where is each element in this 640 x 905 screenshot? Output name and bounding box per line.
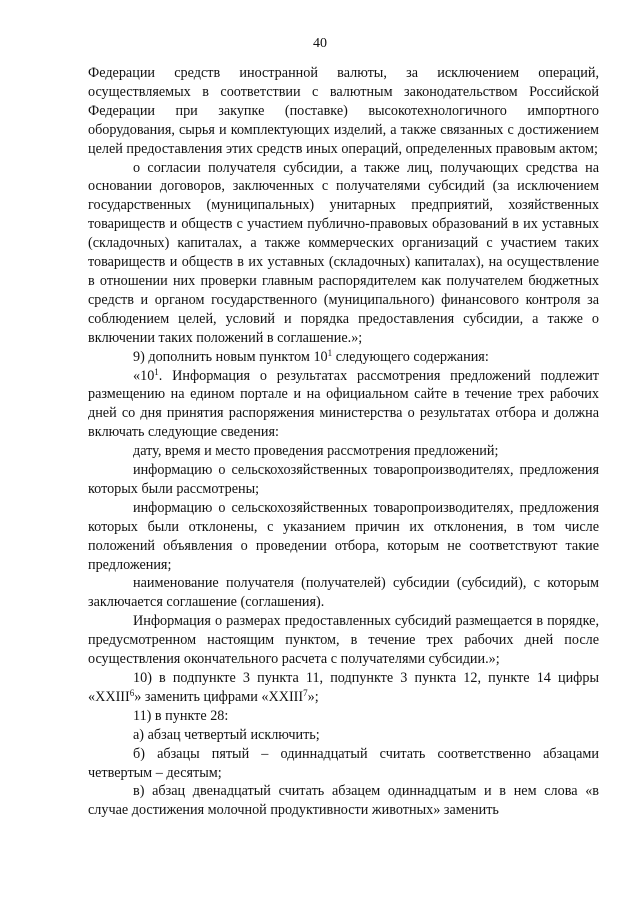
page-number: 40	[313, 36, 327, 51]
paragraph: в) абзац двенадцатый считать абзацем одиннадцатым и в нем слова «в случае достижения молочной продуктивности животных» заменить	[88, 783, 599, 819]
paragraph: а) абзац четвертый исключить;	[133, 726, 320, 743]
paragraph: информацию о сельскохозяйственных товаропроизводителях, предложения которых были отклонены, с указанием причин их отклонения, в том числе положений объявления о проведении отбора, которым не соответствуют такие предложения;	[88, 499, 599, 573]
paragraph: 9) дополнить новым пунктом $10^1$ следующего содержания:	[133, 347, 489, 365]
document-body	[88, 64, 599, 820]
paragraph: б) абзацы пятый – одиннадцатый считать соответственно абзацами четвертым – десятым;	[88, 745, 599, 781]
paragraph: «$10^1$. Информация о результатах рассмотрения предложений подлежит размещению на едином портале и на официальном сайте в течение трех рабочих дней со дня принятия распоряжения министерства о результатах отбора и должна включать следующие сведения:	[88, 366, 599, 441]
paragraph: о согласии получателя субсидии, а также лиц, получающих средства на основании договоров, заключенных с получателями субсидий (за исключением государственных (муниципальных) унитарных предприятий, хозяйственных товариществ и обществ с участием публично-правовых образований в их уставных (складочных) капиталах, а также коммерческих организаций с участием таких товариществ и обществ в их уставных (складочных) капиталах), на осуществление в отношении них проверки главным распорядителем как получателем бюджетных средств и органом государственного (муниципального) финансового контроля за соблюдением целей, условий и порядка предоставления субсидии, а также о включении таких положений в соглашение.»;	[88, 159, 599, 346]
paragraph: информацию о сельскохозяйственных товаропроизводителях, предложения которых были рассмотрены;	[88, 462, 599, 497]
superscript: 7	[303, 687, 308, 698]
paragraph: 10) в подпункте 3 пункта 11, подпункте 3 пункта 12, пункте 14 цифры «XXIII$^6$» заменить цифрами «XXIII$^7$»;	[88, 670, 599, 705]
superscript: 1	[154, 366, 159, 377]
paragraph: Федерации средств иностранной валюты, за исключением операций, осуществляемых в соответствии с валютным законодательством Российской Федерации при закупке (поставке) высокотехнологичного импортного оборудования, сырья и комплектующих изделий, а также связанных с достижением целей предоставления этих средств иных операций, определенных правовым актом;	[88, 65, 599, 157]
superscript: 1	[327, 347, 333, 358]
paragraph: наименование получателя (получателей) субсидии (субсидий), с которым заключается соглашение (соглашения).	[88, 575, 599, 611]
paragraph: дату, время и место проведения рассмотрения предложений;	[133, 443, 499, 460]
superscript: 6	[129, 687, 135, 698]
paragraph: 11) в пункте 28:	[133, 707, 229, 724]
paragraph: Информация о размерах предоставленных субсидий размещается в порядке, предусмотренном настоящим пунктом, в течение трех рабочих дней после осуществления окончательного расчета с получателями субсидии.»;	[88, 613, 599, 668]
